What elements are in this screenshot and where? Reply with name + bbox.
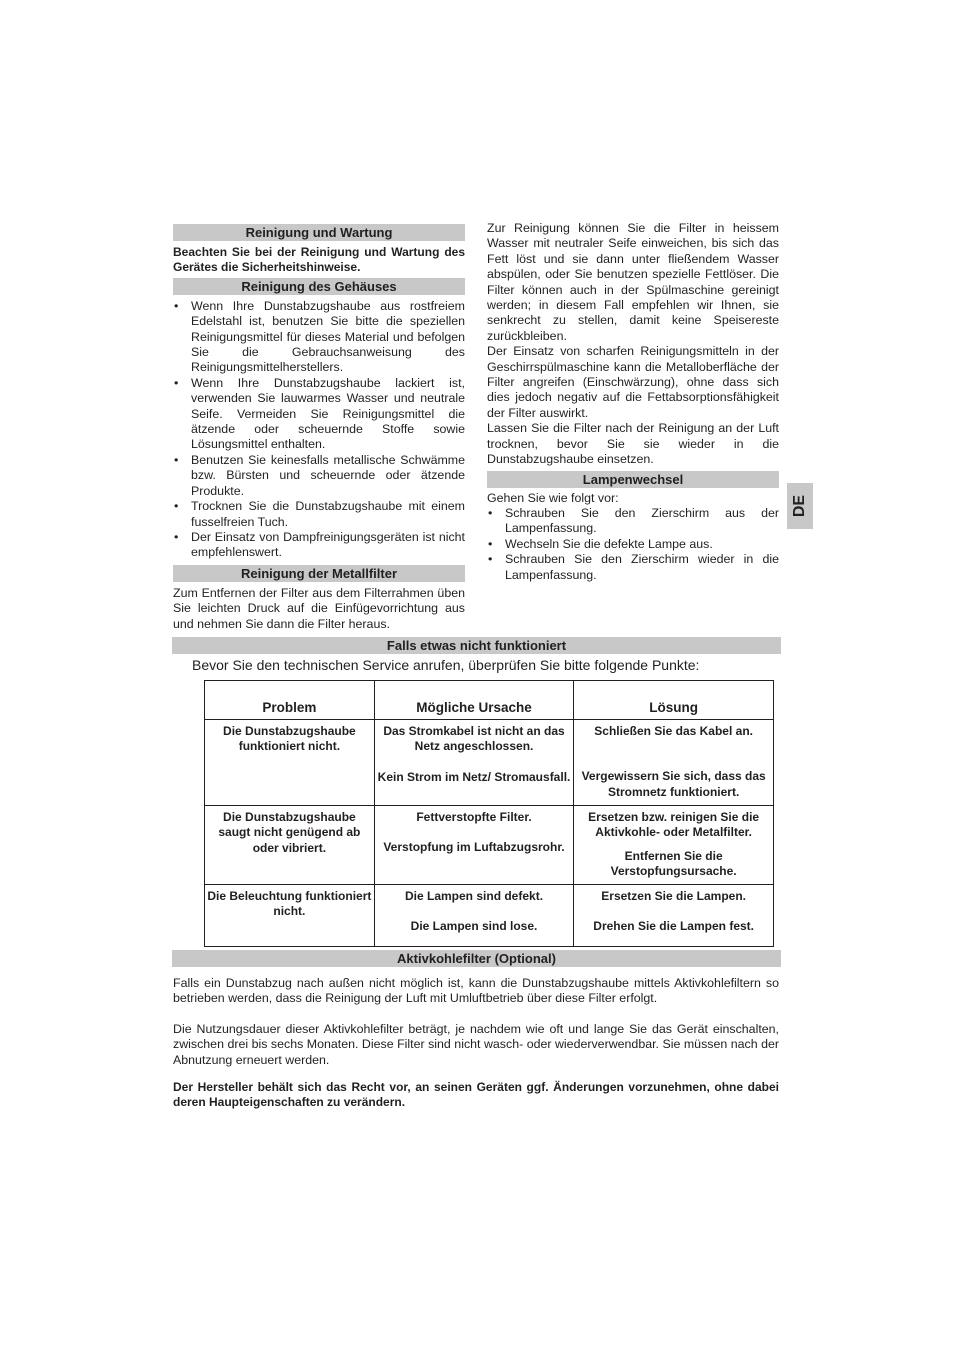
table-header-row bbox=[205, 681, 774, 720]
language-tab-label: DE bbox=[791, 494, 808, 518]
left-column bbox=[173, 224, 465, 632]
dry-paragraph: Lassen Sie die Filter nach der Reinigung an der Luft trocknen, bevor Sie sie wieder in die Dunstabzugshaube einsetzen. bbox=[487, 421, 779, 467]
aktivkohle-paragraph: Die Nutzungsdauer dieser Aktivkohlefilter beträgt, je nachdem wie oft und lange Sie das Gerät einschalten, zwischen drei bis sechs Monaten. Diese Filter sind nicht wasch- oder wiederverwendbar. Sie müssen nach der Abnutzung erneuert werden. bbox=[173, 1022, 779, 1067]
list-item: • Wenn Ihre Dunstabzugshaube aus rostfreiem Edelstahl ist, benutzen Sie bitte die speziellen Reinigungsmittel für dieses Material und befolgen Sie die Gebrauchsanweisung des Reinigungsmittelherstellers. bbox=[173, 299, 465, 376]
solution-text: Drehen Sie die Lampen fest. bbox=[593, 919, 754, 934]
list-item: • Der Einsatz von Dampfreinigungsgeräten ist nicht empfehlenswert. bbox=[173, 530, 465, 561]
header-problem: Problem bbox=[205, 681, 375, 720]
cause-text: Die Lampen sind lose. bbox=[410, 919, 538, 934]
manufacturer-disclaimer: Der Hersteller behält sich das Recht vor, an seinen Geräten ggf. Änderungen vorzunehmen, ohne dabei deren Haupteigenschaften zu verändern. bbox=[173, 1080, 779, 1110]
list-item: • Schrauben Sie den Zierschirm wieder in die Lampenfassung. bbox=[487, 552, 779, 583]
heading-metallfilter: Reinigung der Metallfilter bbox=[173, 565, 465, 582]
list-item: • Schrauben Sie den Zierschirm aus der Lampenfassung. bbox=[487, 506, 779, 537]
solution-cell bbox=[574, 806, 774, 885]
cause-cell bbox=[374, 806, 574, 885]
list-item: • Benutzen Sie keinesfalls metallische Schwämme bzw. Bürsten und scheuernde oder ätzende Produkte. bbox=[173, 453, 465, 499]
lampen-list bbox=[487, 506, 779, 583]
table-row bbox=[205, 720, 774, 806]
cause-text: Verstopfung im Luftabzugsrohr. bbox=[383, 840, 565, 855]
aktivkohle-paragraph: Falls ein Dunstabzug nach außen nicht möglich ist, kann die Dunstabzugshaube mittels Aktivkohlefiltern so betrieben werden, dass die Reinigung der Luft mit Umluftbetrieb über diese Filter erfolgt. bbox=[173, 976, 779, 1006]
problem-cell: Die Beleuchtung funktioniert nicht. bbox=[205, 884, 375, 946]
cause-cell bbox=[374, 720, 574, 806]
solution-text: Ersetzen Sie die Lampen. bbox=[601, 888, 746, 903]
solution-text: Vergewissern Sie sich, dass das Stromnetz funktioniert. bbox=[581, 769, 766, 799]
dishwasher-paragraph: Der Einsatz von scharfen Reinigungsmitteln in der Geschirrspülmaschine kann die Metalloberfläche der Filter angreifen (Einschwärzung), ohne dass sich dies jedoch negativ auf die Fettabsorptionsfähigkeit der Filter auswirkt. bbox=[487, 344, 779, 420]
list-item: • Trocknen Sie die Dunstabzugshaube mit einem fusselfreien Tuch. bbox=[173, 499, 465, 530]
right-column bbox=[487, 221, 779, 583]
gehaeuse-list bbox=[173, 299, 465, 561]
troubleshooting-table bbox=[204, 680, 774, 947]
safety-note: Beachten Sie bei der Reinigung und Wartung des Gerätes die Sicherheitshinweise. bbox=[173, 245, 465, 275]
cause-text: Fettverstopfte Filter. bbox=[416, 810, 532, 824]
problem-cell: Die Dunstabzugshaube funktioniert nicht. bbox=[205, 720, 375, 806]
cause-text: Das Stromkabel ist nicht an das Netz angeschlossen. bbox=[383, 724, 565, 754]
metallfilter-text: Zum Entfernen der Filter aus dem Filterrahmen üben Sie leichten Druck auf die Einfügevorrichtung aus und nehmen Sie dann die Filter heraus. bbox=[173, 585, 465, 631]
troubleshooting-intro: Bevor Sie den technischen Service anrufen, überprüfen Sie bitte folgende Punkte: bbox=[192, 657, 700, 673]
heading-troubleshooting: Falls etwas nicht funktioniert bbox=[172, 637, 781, 654]
solution-text: Entfernen Sie die Verstopfungsursache. bbox=[610, 848, 737, 879]
solution-cell bbox=[574, 720, 774, 806]
solution-cell bbox=[574, 884, 774, 946]
solution-text: Ersetzen bzw. reinigen Sie die Aktivkohle- oder Metalfilter. bbox=[588, 810, 760, 840]
header-solution: Lösung bbox=[574, 681, 774, 720]
header-cause: Mögliche Ursache bbox=[374, 681, 574, 720]
cause-text: Die Lampen sind defekt. bbox=[405, 888, 544, 903]
cause-text: Kein Strom im Netz/ Stromausfall. bbox=[377, 769, 571, 784]
table-row bbox=[205, 884, 774, 946]
list-item: • Wenn Ihre Dunstabzugshaube lackiert ist, verwenden Sie lauwarmes Wasser und neutrale Seife. Vermeiden Sie Reinigungsmittel die ätzende oder scheuernde Stoffe sowie Lösungsmittel enthalten. bbox=[173, 376, 465, 453]
heading-reinigung-wartung: Reinigung und Wartung bbox=[173, 224, 465, 241]
heading-reinigung-gehaeuse: Reinigung des Gehäuses bbox=[173, 278, 465, 295]
filter-clean-paragraph: Zur Reinigung können Sie die Filter in heissem Wasser mit neutraler Seife einweichen, bis sich das Fett löst und sie dann unter fließendem Wasser abspülen, oder Sie benutzen spezielle Fettlöser. Die Filter können auch in der Spülmaschine gereinigt werden; in diesem Fall empfehlen wir Ihnen, sie senkrecht zu stellen, damit keine Speisereste zurückbleiben. bbox=[487, 221, 779, 343]
heading-aktivkohle: Aktivkohlefilter (Optional) bbox=[172, 950, 781, 967]
language-tab bbox=[787, 483, 813, 529]
heading-lampenwechsel: Lampenwechsel bbox=[487, 471, 779, 488]
lampen-intro: Gehen Sie wie folgt vor: bbox=[487, 490, 619, 505]
problem-cell: Die Dunstabzugshaube saugt nicht genügend ab oder vibriert. bbox=[205, 806, 375, 885]
table-row bbox=[205, 806, 774, 885]
list-item: • Wechseln Sie die defekte Lampe aus. bbox=[487, 537, 779, 552]
cause-cell bbox=[374, 884, 574, 946]
solution-text: Schließen Sie das Kabel an. bbox=[594, 724, 753, 738]
